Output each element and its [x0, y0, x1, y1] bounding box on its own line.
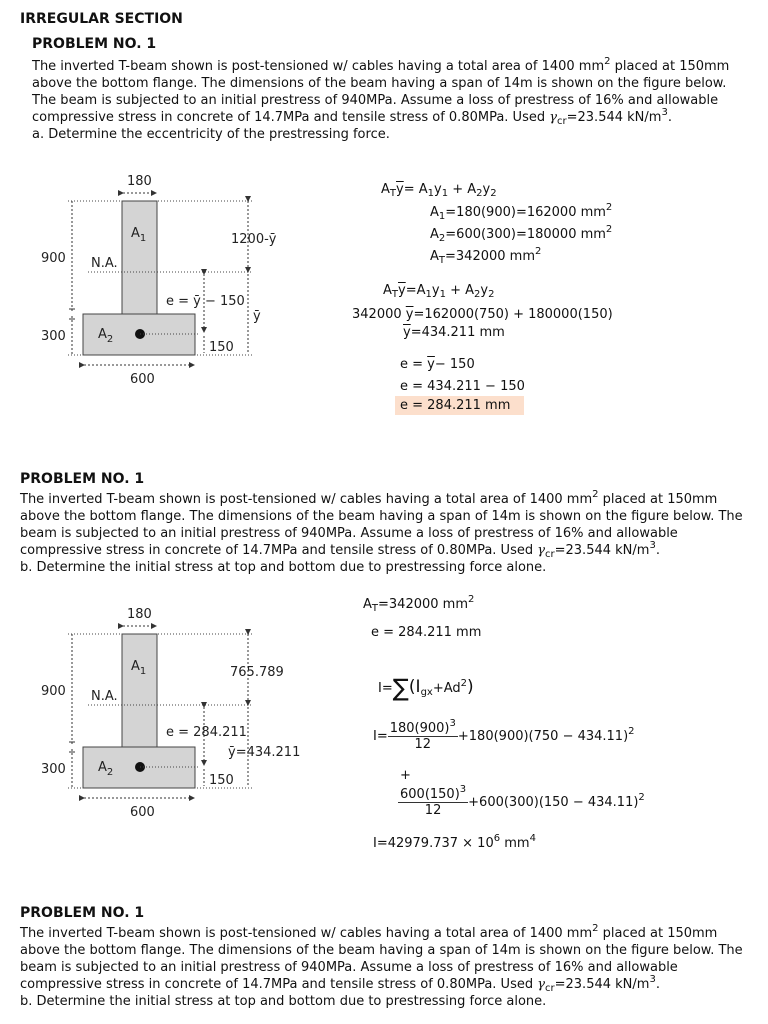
calc1-e1: $e = \overline{y}- 150$ — [400, 357, 475, 372]
ybar-label: ȳ — [253, 309, 261, 324]
calc1-line5: $A_T\overline{y}=A_1y_1 + A_2y_2$ — [383, 283, 495, 300]
calc2-plus: + — [400, 768, 411, 783]
problem-3-title: PROBLEM NO. 1 — [20, 905, 145, 921]
ecc-label: e = ȳ − 150 — [166, 294, 245, 309]
a2-label: $A_2$ — [98, 327, 114, 345]
problem-2-question: b. Determine the initial stress at top and bottom due to prestressing force alone. — [20, 560, 547, 575]
problem-1-title: PROBLEM NO. 1 — [32, 36, 157, 52]
web-height-label: 900 — [41, 251, 66, 266]
calc1-e3-result: e = 284.211 mm — [395, 398, 524, 413]
calc1-e2: e = 434.211 − 150 — [400, 379, 525, 394]
t-beam-diagram-1 — [0, 165, 330, 395]
calc1-at: $A_T=342000$ $mm^2$ — [430, 246, 542, 266]
web-width-label: 180 — [127, 174, 152, 189]
calc2-term1: I= $\frac{180(900)^3}{12}$ $+180(900)(750 - 434.11)^2$ — [373, 718, 635, 752]
web-height-label-2: 900 — [41, 684, 66, 699]
a2-label-2: $A_2$ — [98, 760, 114, 778]
calc2-inertia-formula: $I=\sum(I_{gx}+Ad^2)$ — [378, 674, 474, 702]
top-dim-label: 1200-ȳ — [231, 232, 277, 247]
calc2-e: e = 284.211 mm — [371, 625, 482, 640]
t-beam-diagram-2 — [0, 598, 330, 828]
problem-1-question: a. Determine the eccentricity of the prestressing force. — [32, 127, 390, 142]
problem-2-title: PROBLEM NO. 1 — [20, 471, 145, 487]
ybar-label-2: ȳ=434.211 — [228, 745, 301, 760]
web-width-label-2: 180 — [127, 607, 152, 622]
a1-label: $A_1$ — [131, 226, 147, 244]
flange-width-label-2: 600 — [130, 805, 155, 820]
web-rect — [122, 201, 157, 314]
problem-2-statement: The inverted T-beam shown is post-tensioned w/ cables having a total area of 1400 $mm^2$ placed at 150mm above the bottom flange. The dimensions of the beam having a span of 14m is shown on the figure below. The beam is subjected to an initial prestress of 940MPa. Assume a loss of prestress of 16% and allowable compressive stress in concrete of 14.7MPa and tensile stress of 0.80MPa. Used $\gamma_{cr}=23.544$ $kN/m^3$. b. Determine the initial stress at top and bottom due to prestressing force alone. — [20, 489, 743, 575]
calc2-term2: $\frac{600(150)^3}{12}$ $+600(300)(150 - 434.11)^2$ — [400, 784, 645, 818]
calc1-line7: $\overline{y}=434.211$ mm — [403, 325, 505, 340]
calc1-a1: $A_1=180(900)=162000$ $mm^2$ — [430, 202, 613, 222]
web-rect-2 — [122, 634, 157, 747]
flange-width-label: 600 — [130, 372, 155, 387]
top-dim-label-2: 765.789 — [230, 665, 284, 680]
ecc-label-2: e = 284.211 — [166, 725, 247, 740]
flange-height-label-2: 300 — [41, 762, 66, 777]
calc1-line6: 342000 $\overline{y}=162000(750) + 180000(150)$ — [352, 307, 613, 322]
problem-1-statement: The inverted T-beam shown is post-tensioned w/ cables having a total area of 1400 $mm^2$ placed at 150mm above the bottom flange. The dimensions of the beam having a span of 14m is shown on the figure below. The beam is subjected to an initial prestress of 940MPa. Assume a loss of prestress of 16% and allowable compressive stress in concrete of 14.7MPa and tensile stress of 0.80MPa. Used $\gamma_{cr}=23.544$ $kN/m^3$. a. Determine the eccentricity of the prestressing force. — [32, 56, 730, 142]
section-title: IRREGULAR SECTION — [20, 11, 183, 27]
calc2-at: $A_T=342000$ $mm^2$ — [363, 594, 475, 614]
cable-dim-label-2: 150 — [209, 773, 234, 788]
problem-3-question: b. Determine the initial stress at top and bottom due to prestressing force alone. — [20, 994, 547, 1009]
calc1-line1: $A_T\overline{y}= A_1y_1 + A_2y_2$ — [381, 182, 497, 199]
flange-height-label: 300 — [41, 329, 66, 344]
a1-label-2: $A_1$ — [131, 659, 147, 677]
calc1-a2: $A_2=600(300)=180000$ $mm^2$ — [430, 224, 613, 244]
na-label-2: N.A. — [91, 689, 118, 704]
na-label: N.A. — [91, 256, 118, 271]
problem-3-statement: The inverted T-beam shown is post-tensioned w/ cables having a total area of 1400 $mm^2$ placed at 150mm above the bottom flange. The dimensions of the beam having a span of 14m is shown on the figure below. The beam is subjected to an initial prestress of 940MPa. Assume a loss of prestress of 16% and allowable compressive stress in concrete of 14.7MPa and tensile stress of 0.80MPa. Used $\gamma_{cr}=23.544$ $kN/m^3$. b. Determine the initial stress at top and bottom due to prestressing force alone. — [20, 923, 743, 1009]
calc2-result: $I=42979.737 \times 10^6$ $mm^4$ — [373, 833, 536, 851]
cable-dim-label: 150 — [209, 340, 234, 355]
